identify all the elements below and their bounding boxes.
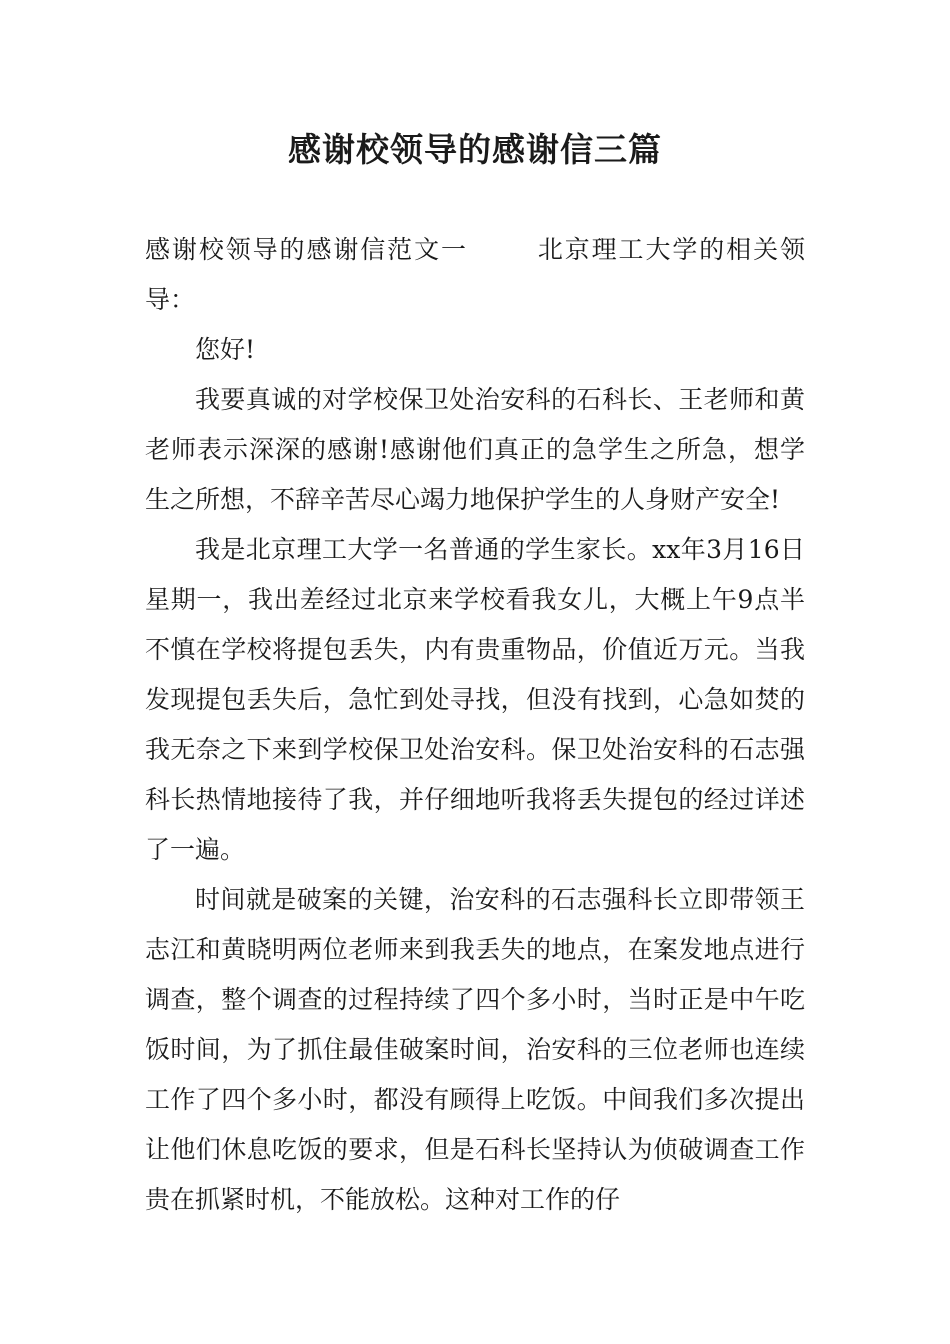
paragraph-1: 我要真诚的对学校保卫处治安科的石科长、王老师和黄老师表示深深的感谢!感谢他们真正的急学生之所急，想学生之所想，不辞辛苦尽心竭力地保护学生的人身财产安全!	[145, 385, 805, 514]
heading-line	[145, 225, 805, 325]
heading-line-left: 感谢校领导的感谢信范文一	[145, 235, 468, 264]
paragraph-2: 我是北京理工大学一名普通的学生家长。xx年3月16日星期一，我出差经过北京来学校看我女儿，大概上午9点半不慎在学校将提包丢失，内有贵重物品，价值近万元。当我发现提包丢失后，急忙到处寻找，但没有找到，心急如焚的我无奈之下来到学校保卫处治安科。保卫处治安科的石志强科长热情地接待了我，并仔细地听我将丢失提包的经过详述了一遍。	[145, 535, 805, 864]
document-body	[145, 225, 805, 1225]
paragraph-3: 时间就是破案的关键，治安科的石志强科长立即带领王志江和黄晓明两位老师来到我丢失的地点，在案发地点进行调查，整个调查的过程持续了四个多小时，当时正是中午吃饭时间，为了抓住最佳破案时间，治安科的三位老师也连续工作了四个多小时，都没有顾得上吃饭。中间我们多次提出让他们休息吃饭的要求，但是石科长坚持认为侦破调查工作贵在抓紧时机，不能放松。这种对工作的仔	[145, 885, 805, 1214]
greeting: 您好!	[195, 335, 256, 364]
document-title: 感谢校领导的感谢信三篇	[288, 130, 662, 169]
heading-line-right: 北京理工大学的相关领导：	[145, 235, 805, 314]
